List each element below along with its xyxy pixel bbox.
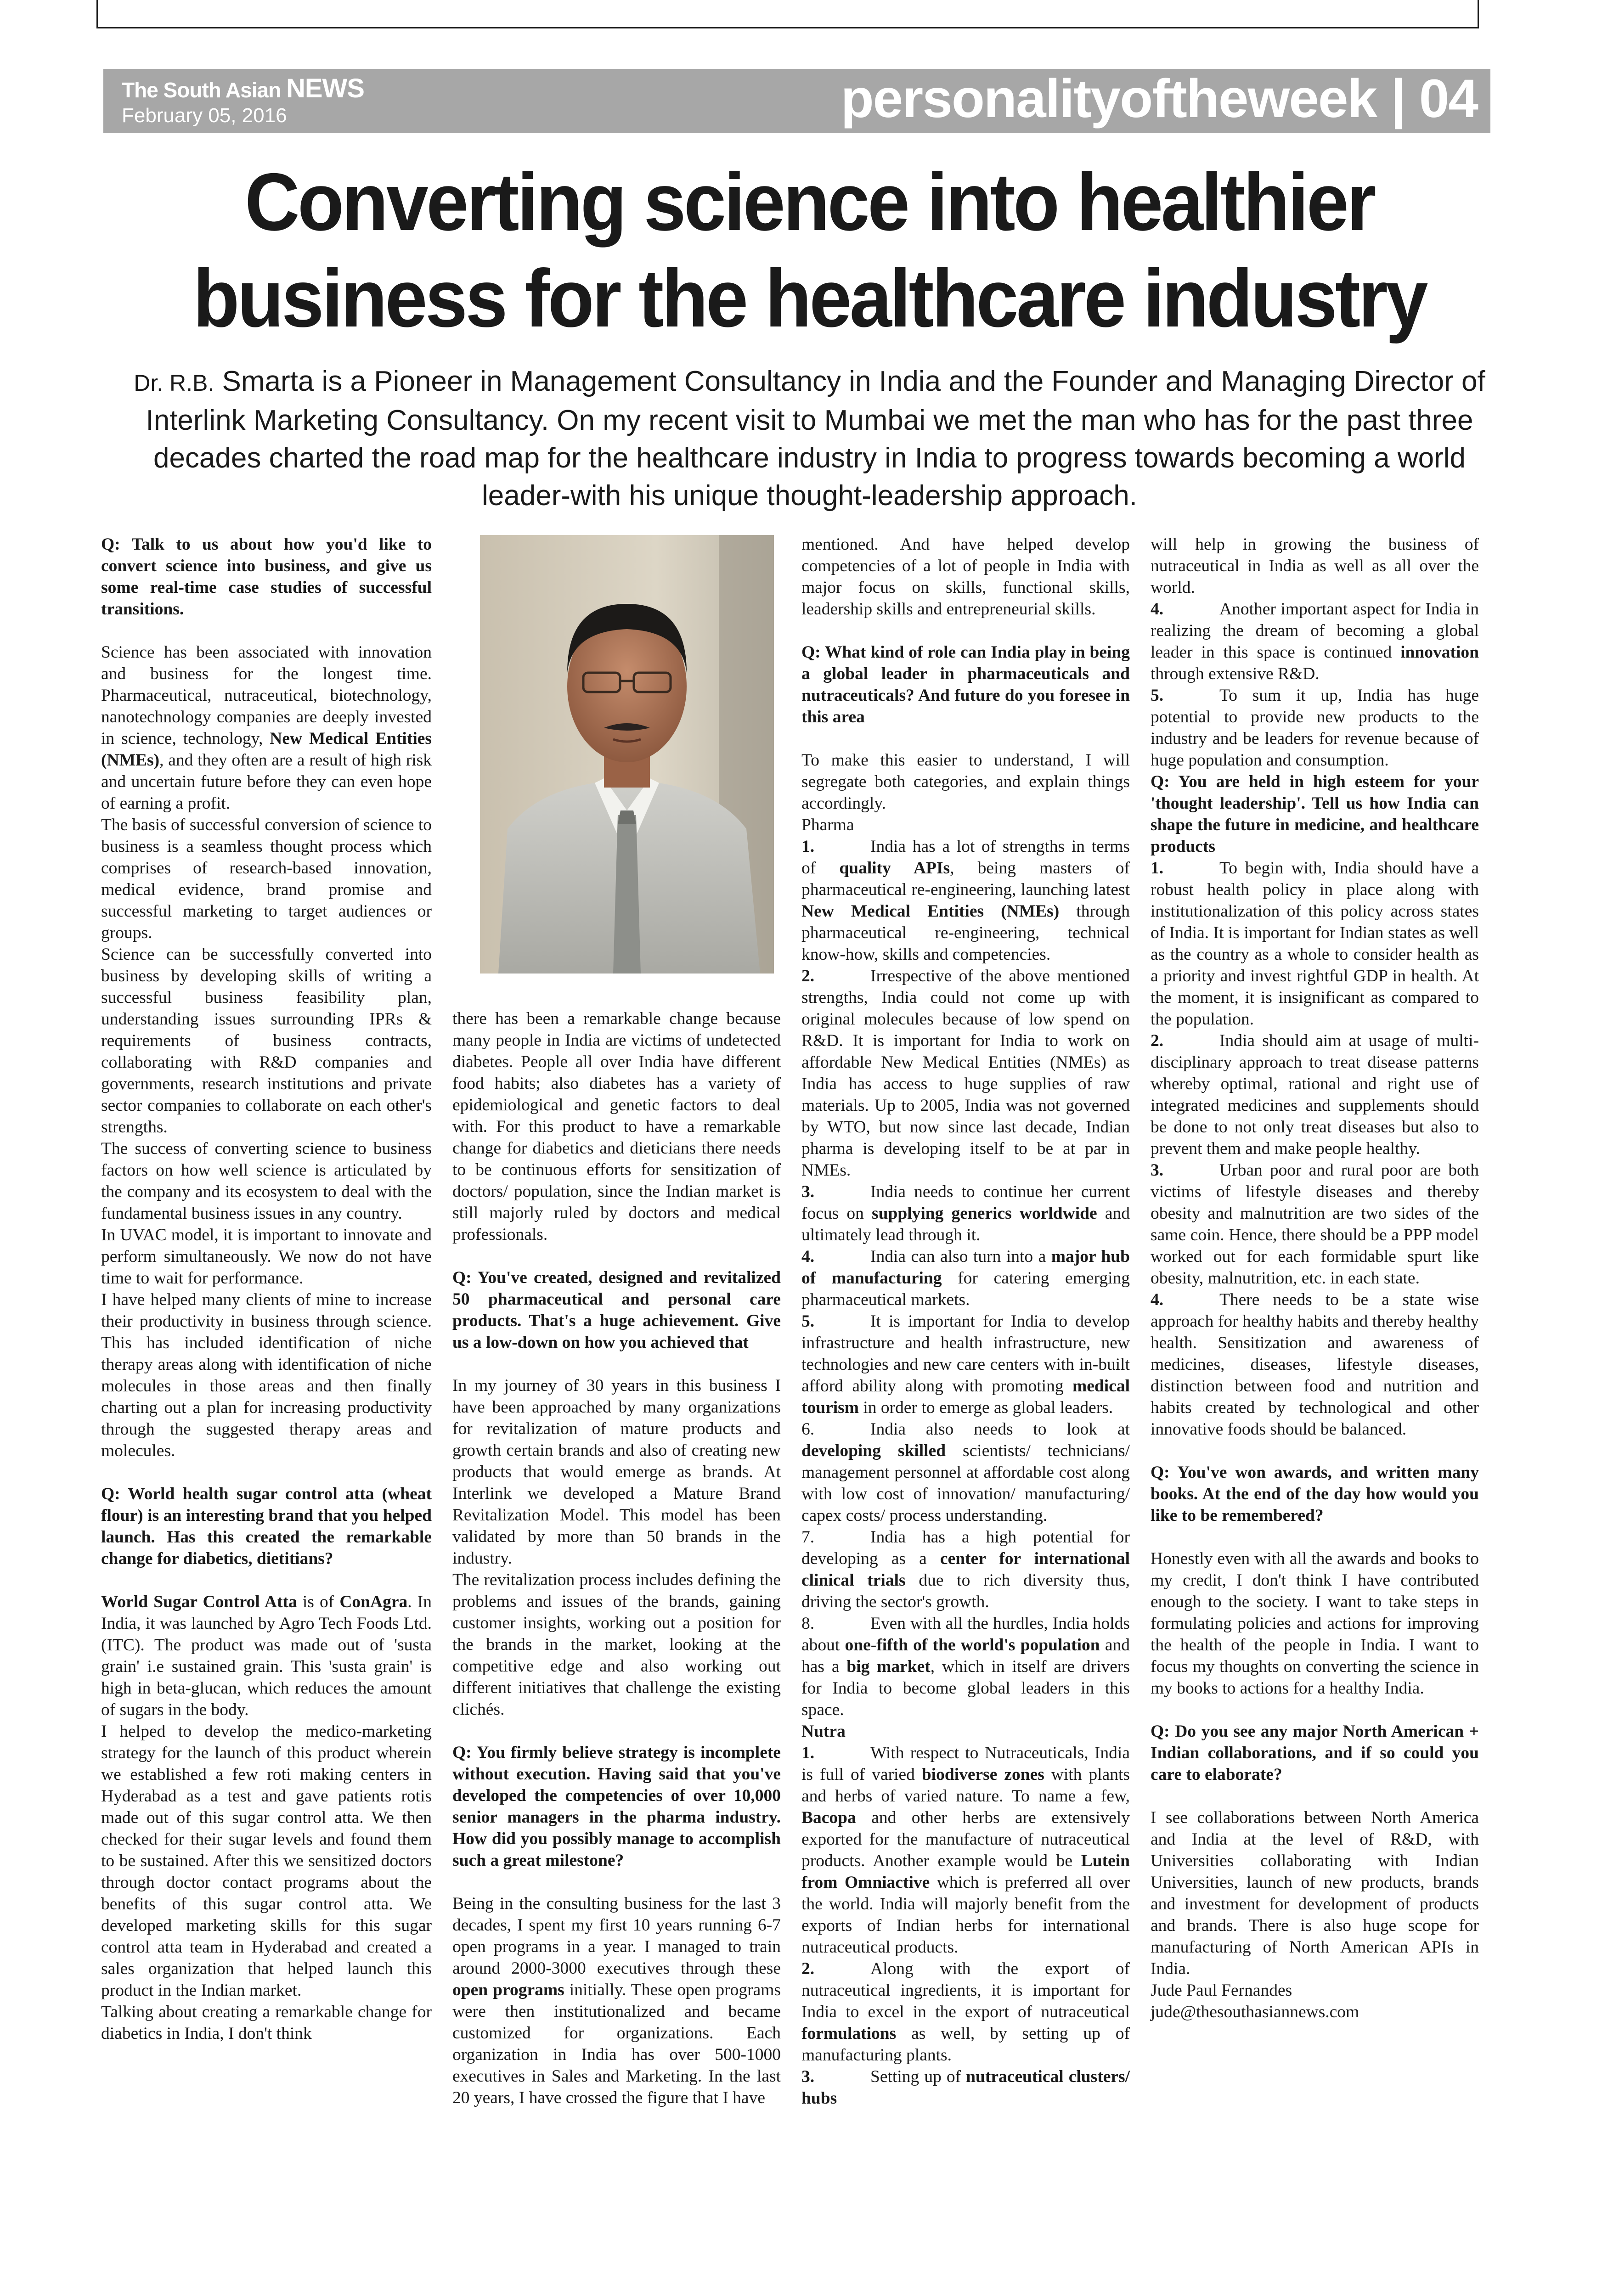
text-run: initially. These open programs were then institutionalized and became customized for organizations. Each organization in India has over 500-1000 executives in Sales and Marketing. In the last 20 years, I have crossed the figure that I have <box>452 1981 781 2107</box>
list-item: 4. India can also turn into a major hub of manufacturing for catering emerging pharmaceutical markets. <box>801 1247 1130 1309</box>
text-run: Science has been associated with innovation and business for the longest time. Pharmaceutical, nutraceutical, biotechnology, nanotechnology companies are deeply invested in science, technology, <box>101 643 432 748</box>
section-title: personalityoftheweek | 04 <box>841 68 1478 129</box>
subheading: Nutra <box>801 1722 846 1741</box>
list-item: 2. Along with the export of nutraceutical ingredients, it is important for India to excel in the export of nutraceutical formulations as well, by setting up of manufacturing plants. <box>801 1959 1130 2065</box>
publication-brand <box>122 75 364 126</box>
list-item: 6. India also needs to look at developing skilled scientists/ technicians/ management personnel at affordable cost along with low cost of innovation/ manufacturing/ capex costs/ process understanding. <box>801 1420 1130 1525</box>
paragraph <box>101 1591 432 1721</box>
list-item: 2. India should aim at usage of multi-disciplinary approach to treat disease patterns whereby optimal, rational and right use of integrated medicines and supplements should be done to not only treat diseases but also to prevent them and make people healthy. <box>1151 1031 1479 1158</box>
paragraph: I have helped many clients of mine to increase their productivity in business through science. This has included identification of niche therapy areas along with identification of niche molecules in those areas and then finally charting out a plan for increasing productivity through the suggested therapy areas and molecules. <box>101 1290 432 1460</box>
bold-run: World Sugar Control Atta <box>101 1593 297 1611</box>
paragraph: I see collaborations between North America and India at the level of R&D, with Universities collaborating with Indian Universities, launch of new products, brands and investment for development of products and brands. There is also huge scope for manufacturing of North American APIs in India. <box>1151 1808 1479 1978</box>
question: Q: World health sugar control atta (wheat flour) is an interesting brand that you helped launch. Has this created the remarkable change for diabetics, dietitians? <box>101 1485 432 1568</box>
byline: Jude Paul Fernandes <box>1151 1981 1292 2000</box>
brand-prefix: The South Asian <box>122 78 281 102</box>
paragraph: The basis of successful conversion of science to business is a seamless thought process which comprises of research-based innovation, medical evidence, brand promise and successful marketing to target audiences or groups. <box>101 816 432 942</box>
question: Q: What kind of role can India play in being a global leader in pharmaceuticals and nutraceuticals? And future do you foresee in this area <box>801 643 1130 726</box>
text-run: , and they often are a result of high risk and uncertain future before they can even hope of earning a profit. <box>101 751 432 813</box>
paragraph: The success of converting science to business factors on how well science is articulated by the company and its ecosystem to deal with the fundamental business issues in any country. <box>101 1139 432 1223</box>
brand-suffix: NEWS <box>286 73 364 103</box>
issue-date: February 05, 2016 <box>122 104 287 127</box>
article-column-3 <box>801 534 1130 2109</box>
list-item: 1. With respect to Nutraceuticals, India is full of varied biodiverse zones with plants and herbs of varied nature. To name a few, Bacopa and other herbs are extensively exported for the manufacture of nutraceutical products. Another example would be Lutein from Omniactive which is preferred all over the world. India will majorly benefit from the exports of Indian herbs for international nutraceutical products. <box>801 1744 1130 1957</box>
standfirst-lead: Dr. R.B. <box>134 370 214 396</box>
masthead-banner <box>103 69 1490 133</box>
text-run: . In India, it was launched by Agro Tech Foods Ltd. (ITC). The product was made out of 'susta grain' i.e sustained grain. This 'susta grain' is high in beta-glucan, which reduces the amount of sugars in the body. <box>101 1593 432 1719</box>
portrait-illustration <box>480 535 774 974</box>
list-item: 3. Urban poor and rural poor are both victims of lifestyle diseases and thereby obesity and malnutrition are two sides of the same coin. Hence, there should be a PPP model worked out for each formidable spurt like obesity, malnutrition, etc. in each state. <box>1151 1161 1479 1288</box>
list-item: 3. Setting up of nutraceutical clusters/ hubs <box>801 2067 1130 2108</box>
paragraph: there has been a remarkable change because many people in India are victims of undetected diabetes. People all over India have different food habits; also diabetes has a variety of epidemiological and genetic factors to deal with. For this product to have a remarkable change for diabetics and dieticians there needs to be continuous efforts for sensitization of doctors/ population, since the Indian market is still majorly ruled by doctors and medical professionals. <box>452 1009 781 1244</box>
list-item: 5. It is important for India to develop infrastructure and health infrastructure, new technologies and new care centers with in-built afford ability along with promoting medical tourism in order to emerge as global leaders. <box>801 1312 1130 1417</box>
paragraph: Talking about creating a remarkable change for diabetics in India, I don't think <box>101 2003 432 2043</box>
bold-run: open programs <box>452 1981 564 1999</box>
article-column-1 <box>101 534 432 2044</box>
headline-line-2: business for the healthcare industry <box>193 253 1426 344</box>
question: Q: You are held in high esteem for your 'thought leadership'. Tell us how India can shape the future in medicine, and healthcare products <box>1151 772 1479 856</box>
question: Q: You firmly believe strategy is incomplete without execution. Having said that you've developed the competencies of over 10,000 senior managers in the pharma industry. How did you possibly manage to accomplish such a great milestone? <box>452 1743 781 1870</box>
list-item: 4. Another important aspect for India in realizing the dream of becoming a global leader in this space is continued innovation through extensive R&D. <box>1151 600 1479 683</box>
question: Q: Talk to us about how you'd like to convert science into business, and give us some real-time case studies of successful transitions. <box>101 535 432 619</box>
paragraph <box>452 1893 781 2109</box>
question: Q: Do you see any major North American + Indian collaborations, and if so could you care to elaborate? <box>1151 1722 1479 1784</box>
list-item: 2. Irrespective of the above mentioned strengths, India could not come up with original molecules because of low spend on R&D. It is important for India to work on affordable New Medical Entities (NMEs) as India has access to huge supplies of raw materials. Up to 2005, India was not governed by WTO, but now since last decade, Indian pharma is developing itself to be at par in NMEs. <box>801 967 1130 1180</box>
headline <box>121 154 1498 347</box>
paragraph: To make this easier to understand, I will segregate both categories, and explain things accordingly. <box>801 751 1130 813</box>
text-run: Being in the consulting business for the last 3 decades, I spent my first 10 years running 6-7 open programs in a year. I managed to train around 2000-3000 executives through these <box>452 1894 781 1978</box>
text-run: is of <box>297 1593 340 1611</box>
list-item: 1. To begin with, India should have a robust health policy in place along with institutionalization of this policy across states of India. It is important for Indian states as well as the country as a whole to consider health as a priority and invest rightful GDP in health. At the moment, it is insignificant as compared to the population. <box>1151 859 1479 1029</box>
list-item: 3. India needs to continue her current focus on supplying generics worldwide and ultimately lead through it. <box>801 1182 1130 1244</box>
list-item: 1. India has a lot of strengths in terms of quality APIs, being masters of pharmaceutical re-engineering, launching latest New Medical Entities (NMEs) through pharmaceutical re-engineering, technical know-how, skills and competencies. <box>801 837 1130 964</box>
paragraph: In my journey of 30 years in this business I have been approached by many organizations for revitalization of mature products and growth certain brands and also of creating new products that would emerge as brands. At Interlink we developed a Mature Brand Revitalization Model. This model has been validated by more than 50 brands in the industry. <box>452 1376 781 1568</box>
paragraph: Honestly even with all the awards and books to my credit, I don't think I have contributed enough to the society. I want to take steps in formulating policies and actions for improving the health of the people in India. I want to focus my thoughts on converting the science in my books to actions for a healthy India. <box>1151 1549 1479 1698</box>
subheading: Pharma <box>801 816 854 834</box>
article-column-2 <box>452 1008 781 2109</box>
paragraph: I helped to develop the medico-marketing strategy for the launch of this product wherein we established a few roti making centers in Hyderabad as a test and gave patients rotis made out of this sugar control atta. We then checked for their sugar levels and found them to be sustained. After this we sensitized doctors through doctor contact programs about the benefits of this sugar control atta. We developed marketing skills for this sugar control atta team in Hyderabad and created a sales organization that helped launch this product in the Indian market. <box>101 1722 432 2000</box>
article-column-4 <box>1151 534 1479 2023</box>
bold-run: ConAgra <box>339 1593 408 1611</box>
standfirst <box>110 363 1509 515</box>
list-item: 8. Even with all the hurdles, India holds about one-fifth of the world's population and has a big market, which in itself are drivers for India to become global leaders in this space. <box>801 1614 1130 1719</box>
list-item: 7. India has a high potential for developing as a center for international clinical trials due to rich diversity thus, driving the sector's growth. <box>801 1528 1130 1611</box>
standfirst-text: Smarta is a Pioneer in Management Consultancy in India and the Founder and Managing Director of Interlink Marketing Consultancy. On my recent visit to Mumbai we met the man who has for the past three decades charted the road map for the healthcare industry in India to progress towards becoming a world leader-with his unique thought-leadership approach. <box>146 366 1485 512</box>
portrait-photo <box>480 535 774 974</box>
list-item: 4. There needs to be a state wise approach for healthy habits and thereby healthy health. Sensitization and awareness of medicines, diseases, lifestyle diseases, distinction between food and nutrition and habits created by technological and other innovative foods should be balanced. <box>1151 1290 1479 1439</box>
list-item: 5. To sum it up, India has huge potential to provide new products to the industry and be leaders for revenue because of huge population and consumption. <box>1151 686 1479 770</box>
paragraph: In UVAC model, it is important to innovate and perform simultaneously. We now do not have time to wait for performance. <box>101 1226 432 1288</box>
top-frame <box>96 0 1479 28</box>
paragraph: The revitalization process includes defining the problems and issues of the brands, gaining customer insights, working out a position for the brands in the market, looking at the competitive edge and also working out different initiatives that challenge the existing clichés. <box>452 1570 781 1719</box>
headline-line-1: Converting science into healthier <box>245 156 1374 248</box>
paragraph: will help in growing the business of nutraceutical in India as well as all over the world. <box>1151 535 1479 597</box>
question: Q: You've won awards, and written many books. At the end of the day how would you like to be remembered? <box>1151 1463 1479 1525</box>
paragraph: mentioned. And have helped develop competencies of a lot of people in India with major focus on skills, functional skills, leadership skills and entrepreneurial skills. <box>801 535 1130 619</box>
paragraph: Science can be successfully converted into business by developing skills of writing a successful business feasibility plan, understanding issues surrounding IPRs & requirements of business contracts, collaborating with R&D companies and governments, research institutions and private sector companies to collaborate on each other's strengths. <box>101 945 432 1137</box>
paragraph <box>101 642 432 814</box>
author-email-link[interactable]: jude@thesouthasiannews.com <box>1151 2003 1360 2021</box>
question: Q: You've created, designed and revitalized 50 pharmaceutical and personal care products. That's a huge achievement. Give us a low-down on how you achieved that <box>452 1268 781 1352</box>
bold-run: New Medical Entities (NMEs) <box>101 729 432 770</box>
